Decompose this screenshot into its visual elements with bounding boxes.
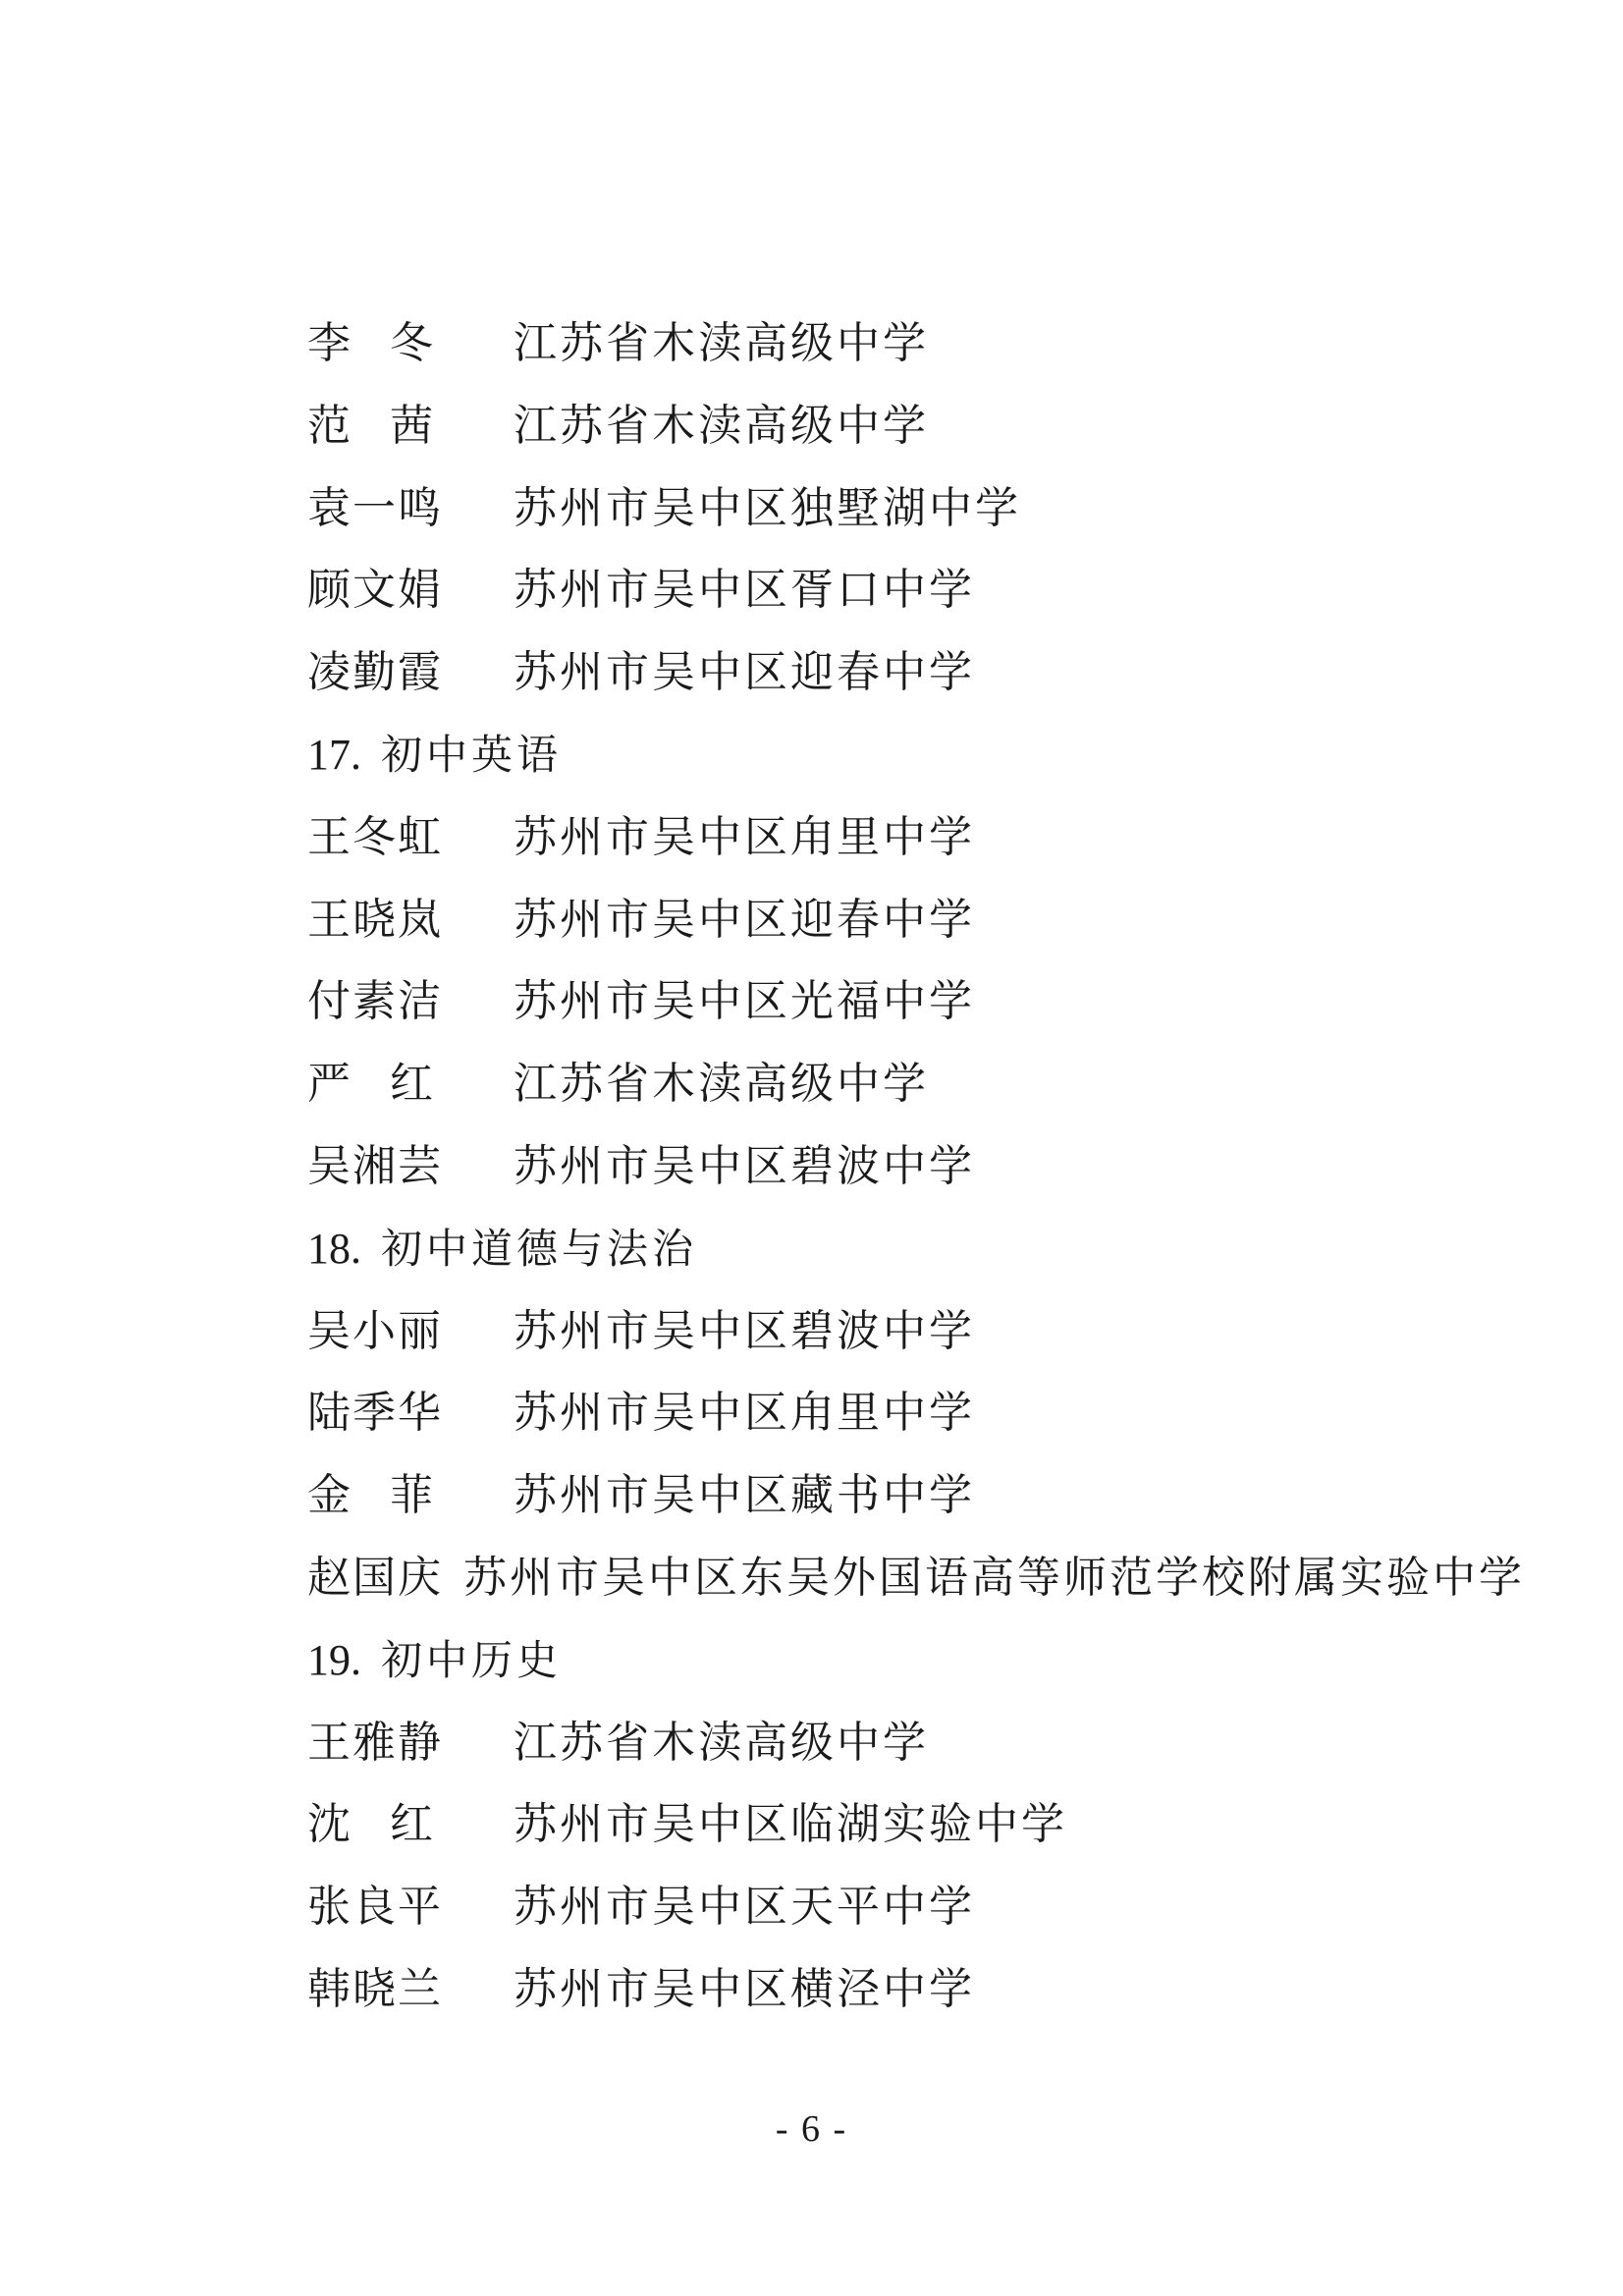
teacher-name: 袁一鸣	[307, 482, 443, 533]
teacher-name: 金菲	[307, 1470, 472, 1521]
school-name: 江苏省木渎高级中学	[514, 1059, 929, 1110]
school-name: 苏州市吴中区藏书中学	[514, 1470, 975, 1521]
teacher-name: 范茜	[307, 400, 472, 451]
document-body	[307, 312, 1525, 2041]
teacher-name: 顾文娟	[307, 565, 443, 616]
school-name: 苏州市吴中区独墅湖中学	[514, 482, 1021, 533]
school-name: 苏州市吴中区光福中学	[514, 976, 975, 1027]
school-name: 苏州市吴中区碧波中学	[514, 1305, 975, 1356]
school-name: 苏州市吴中区迎春中学	[514, 894, 975, 945]
teacher-name: 沈红	[307, 1799, 472, 1850]
section-title: 初中道德与法治	[381, 1224, 698, 1273]
school-name: 苏州市吴中区碧波中学	[514, 1140, 975, 1191]
teacher-name: 陆季华	[307, 1388, 443, 1439]
teacher-entry	[307, 1300, 1525, 1383]
section-title: 初中英语	[381, 730, 563, 779]
teacher-entry	[307, 1382, 1525, 1464]
school-name: 江苏省木渎高级中学	[514, 1717, 929, 1768]
teacher-entry	[307, 970, 1525, 1053]
section-number: 18.	[307, 1224, 361, 1273]
teacher-entry	[307, 1135, 1525, 1218]
section-title: 初中历史	[381, 1635, 563, 1684]
teacher-name: 吴湘芸	[307, 1140, 443, 1191]
teacher-entry	[307, 1547, 1525, 1629]
section-heading	[307, 1629, 1525, 1712]
section-number: 17.	[307, 730, 361, 779]
teacher-name: 赵国庆	[307, 1552, 443, 1603]
school-name: 江苏省木渎高级中学	[514, 400, 929, 451]
teacher-entry	[307, 312, 1525, 395]
section-number: 19.	[307, 1635, 361, 1684]
teacher-name: 李冬	[307, 318, 472, 368]
teacher-name: 严红	[307, 1059, 472, 1110]
teacher-name: 王冬虹	[307, 811, 443, 862]
school-name: 苏州市吴中区临湖实验中学	[514, 1799, 1067, 1850]
teacher-entry	[307, 559, 1525, 641]
teacher-entry	[307, 1712, 1525, 1794]
school-name: 苏州市吴中区横泾中学	[514, 1963, 975, 2014]
teacher-entry	[307, 395, 1525, 477]
teacher-entry	[307, 806, 1525, 889]
school-name: 苏州市吴中区甪里中学	[514, 1388, 975, 1439]
teacher-name: 付素洁	[307, 976, 443, 1027]
school-name: 江苏省木渎高级中学	[514, 318, 929, 368]
teacher-name: 凌勤霞	[307, 647, 443, 698]
page-number: - 6 -	[775, 2108, 848, 2150]
teacher-entry	[307, 1793, 1525, 1876]
section-heading	[307, 1218, 1525, 1300]
teacher-name: 韩晓兰	[307, 1963, 443, 2014]
teacher-entry	[307, 1053, 1525, 1135]
school-name: 苏州市吴中区迎春中学	[514, 647, 975, 698]
teacher-entry	[307, 477, 1525, 560]
teacher-entry	[307, 889, 1525, 971]
section-heading	[307, 724, 1525, 806]
teacher-entry	[307, 1876, 1525, 1958]
school-name: 苏州市吴中区胥口中学	[514, 565, 975, 616]
teacher-name: 王晓岚	[307, 894, 443, 945]
school-name: 苏州市吴中区东吴外国语高等师范学校附属实验中学	[463, 1552, 1525, 1603]
teacher-name: 吴小丽	[307, 1305, 443, 1356]
teacher-name: 王雅静	[307, 1717, 443, 1768]
school-name: 苏州市吴中区天平中学	[514, 1882, 975, 1933]
school-name: 苏州市吴中区甪里中学	[514, 811, 975, 862]
teacher-name: 张良平	[307, 1882, 443, 1933]
teacher-entry	[307, 1464, 1525, 1547]
teacher-entry	[307, 1958, 1525, 2041]
teacher-entry	[307, 641, 1525, 724]
